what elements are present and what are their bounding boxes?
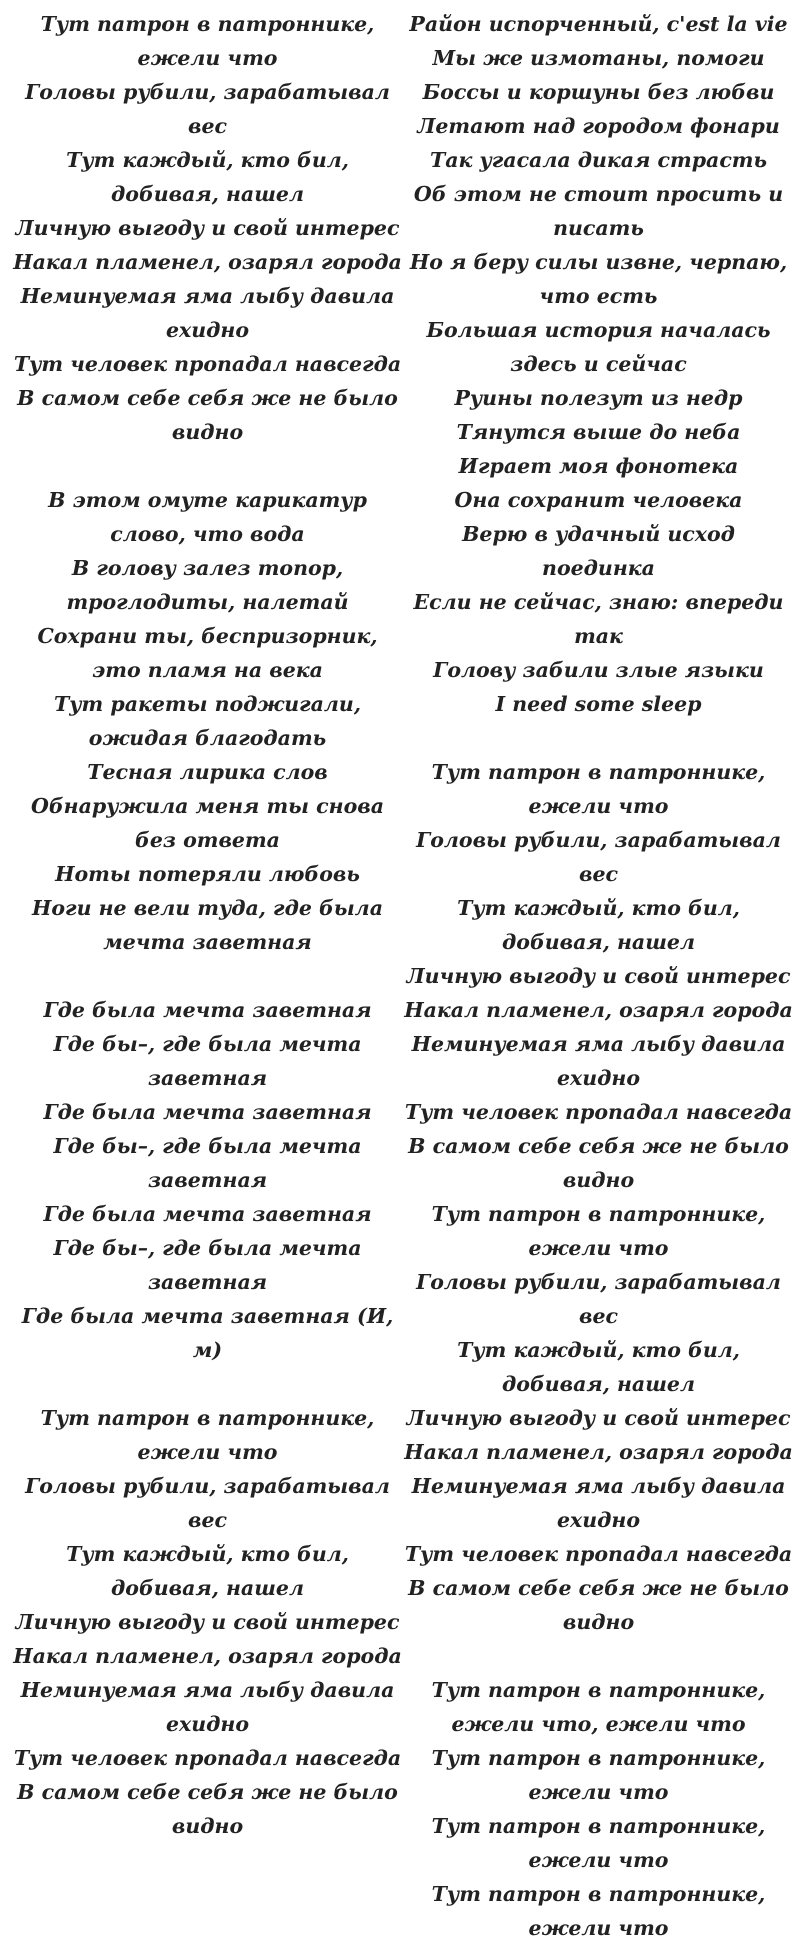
lyric-line: Но я беру силы извне, черпаю, что есть xyxy=(409,250,788,308)
lyric-line: Личную выгоду и свой интерес xyxy=(15,216,400,240)
lyric-line: Тут патрон в патроннике, ежели что xyxy=(40,1406,375,1464)
lyric-line: Тянутся выше до неба xyxy=(456,420,741,444)
lyric-line: Где бы–, где была мечта заветная xyxy=(53,1134,362,1192)
lyric-line: Обнаружила меня ты снова без ответа xyxy=(30,794,385,852)
lyric-line: Накал пламенел, озарял города xyxy=(404,998,793,1022)
lyric-line: Тут патрон в патроннике, ежели что xyxy=(431,1746,766,1804)
lyric-line: Тут ракеты поджигали, ожидая благодать xyxy=(54,692,361,750)
lyric-line: Головы рубили, зарабатывал вес xyxy=(416,828,781,886)
lyric-line: Где была мечта заветная xyxy=(43,1202,372,1226)
stanza-break xyxy=(403,721,794,755)
lyric-line: Тут патрон в патроннике, ежели что xyxy=(431,1882,766,1940)
lyric-line: Тут патрон в патроннике, ежели что, ежели что xyxy=(431,1678,766,1736)
lyric-line: Личную выгоду и свой интерес xyxy=(406,1406,791,1430)
lyric-line: В самом себе себя же не было видно xyxy=(17,386,398,444)
lyric-line: Тут человек пропадал навсегда xyxy=(13,1746,402,1770)
lyric-line: Где была мечта заветная (И, м) xyxy=(21,1304,394,1362)
lyric-line: Где бы–, где была мечта заветная xyxy=(53,1236,362,1294)
lyric-line: Тут человек пропадал навсегда xyxy=(404,1542,793,1566)
stanza-break xyxy=(12,1367,403,1401)
lyric-line: Если не сейчас, знаю: впереди так xyxy=(413,590,784,648)
lyric-line: Руины полезут из недр xyxy=(454,386,743,410)
lyric-line: Сохрани ты, беспризорник, это пламя на века xyxy=(37,624,378,682)
lyric-line: Верю в удачный исход поединка xyxy=(462,522,735,580)
lyric-line: Головы рубили, зарабатывал вес xyxy=(25,80,390,138)
lyric-line: Неминуемая яма лыбу давила ехидно xyxy=(411,1474,786,1532)
lyric-line: Район испорченный, c'est la vie xyxy=(409,12,788,36)
stanza-break xyxy=(12,449,403,483)
lyric-line: Где была мечта заветная xyxy=(43,1100,372,1124)
lyric-line: В самом себе себя же не было видно xyxy=(408,1576,789,1634)
lyric-line: Тут патрон в патроннике, ежели что xyxy=(431,1814,766,1872)
lyric-line: Тут каждый, кто бил, добивая, нашел xyxy=(66,148,349,206)
lyric-line: Личную выгоду и свой интерес xyxy=(406,964,791,988)
lyric-line: В самом себе себя же не было видно xyxy=(17,1780,398,1838)
lyric-line: Где бы–, где была мечта заветная xyxy=(53,1032,362,1090)
lyrics-column-left xyxy=(12,7,403,1838)
lyrics-column-right xyxy=(403,7,794,1940)
stanza-break xyxy=(12,959,403,993)
lyric-line: Она сохранит человека xyxy=(454,488,743,512)
lyric-line: Неминуемая яма лыбу давила ехидно xyxy=(20,1678,395,1736)
lyric-line: Мы же измотаны, помоги xyxy=(432,46,765,70)
lyric-line: В этом омуте карикатур слово, что вода xyxy=(48,488,367,546)
lyric-line: Ноги не вели туда, где была мечта заветная xyxy=(32,896,383,954)
stanza-break xyxy=(403,1639,794,1673)
lyric-line: Тут каждый, кто бил, добивая, нашел xyxy=(66,1542,349,1600)
lyric-line: Боссы и коршуны без любви xyxy=(422,80,775,104)
lyric-line: Ноты потеряли любовь xyxy=(55,862,360,886)
lyric-line: Тут патрон в патроннике, ежели что xyxy=(431,760,766,818)
lyric-line: Головы рубили, зарабатывал вес xyxy=(25,1474,390,1532)
lyric-line: Где была мечта заветная xyxy=(43,998,372,1022)
lyric-line: Тесная лирика слов xyxy=(87,760,328,784)
lyric-line: Тут патрон в патроннике, ежели что xyxy=(431,1202,766,1260)
lyric-line: Накал пламенел, озарял города xyxy=(404,1440,793,1464)
lyric-line: Накал пламенел, озарял города xyxy=(13,250,402,274)
lyric-line: Об этом не стоит просить и писать xyxy=(413,182,784,240)
lyric-line: В голову залез топор, троглодиты, налетай xyxy=(66,556,349,614)
lyric-line: Тут каждый, кто бил, добивая, нашел xyxy=(457,1338,740,1396)
lyric-line: Тут человек пропадал навсегда xyxy=(13,352,402,376)
lyric-line: В самом себе себя же не было видно xyxy=(408,1134,789,1192)
lyric-line: Тут человек пропадал навсегда xyxy=(404,1100,793,1124)
lyric-line: I need some sleep xyxy=(495,692,702,716)
lyric-line: Так угасала дикая страсть xyxy=(429,148,768,172)
lyric-line: Тут каждый, кто бил, добивая, нашел xyxy=(457,896,740,954)
lyric-line: Тут патрон в патроннике, ежели что xyxy=(40,12,375,70)
lyric-line: Большая история началась здесь и сейчас xyxy=(426,318,771,376)
lyric-line: Летают над городом фонари xyxy=(417,114,780,138)
lyric-line: Голову забили злые языки xyxy=(433,658,764,682)
lyric-line: Играет моя фонотека xyxy=(458,454,739,478)
lyric-line: Личную выгоду и свой интерес xyxy=(15,1610,400,1634)
lyric-line: Неминуемая яма лыбу давила ехидно xyxy=(20,284,395,342)
lyric-line: Накал пламенел, озарял города xyxy=(13,1644,402,1668)
lyric-line: Головы рубили, зарабатывал вес xyxy=(416,1270,781,1328)
lyric-line: Неминуемая яма лыбу давила ехидно xyxy=(411,1032,786,1090)
